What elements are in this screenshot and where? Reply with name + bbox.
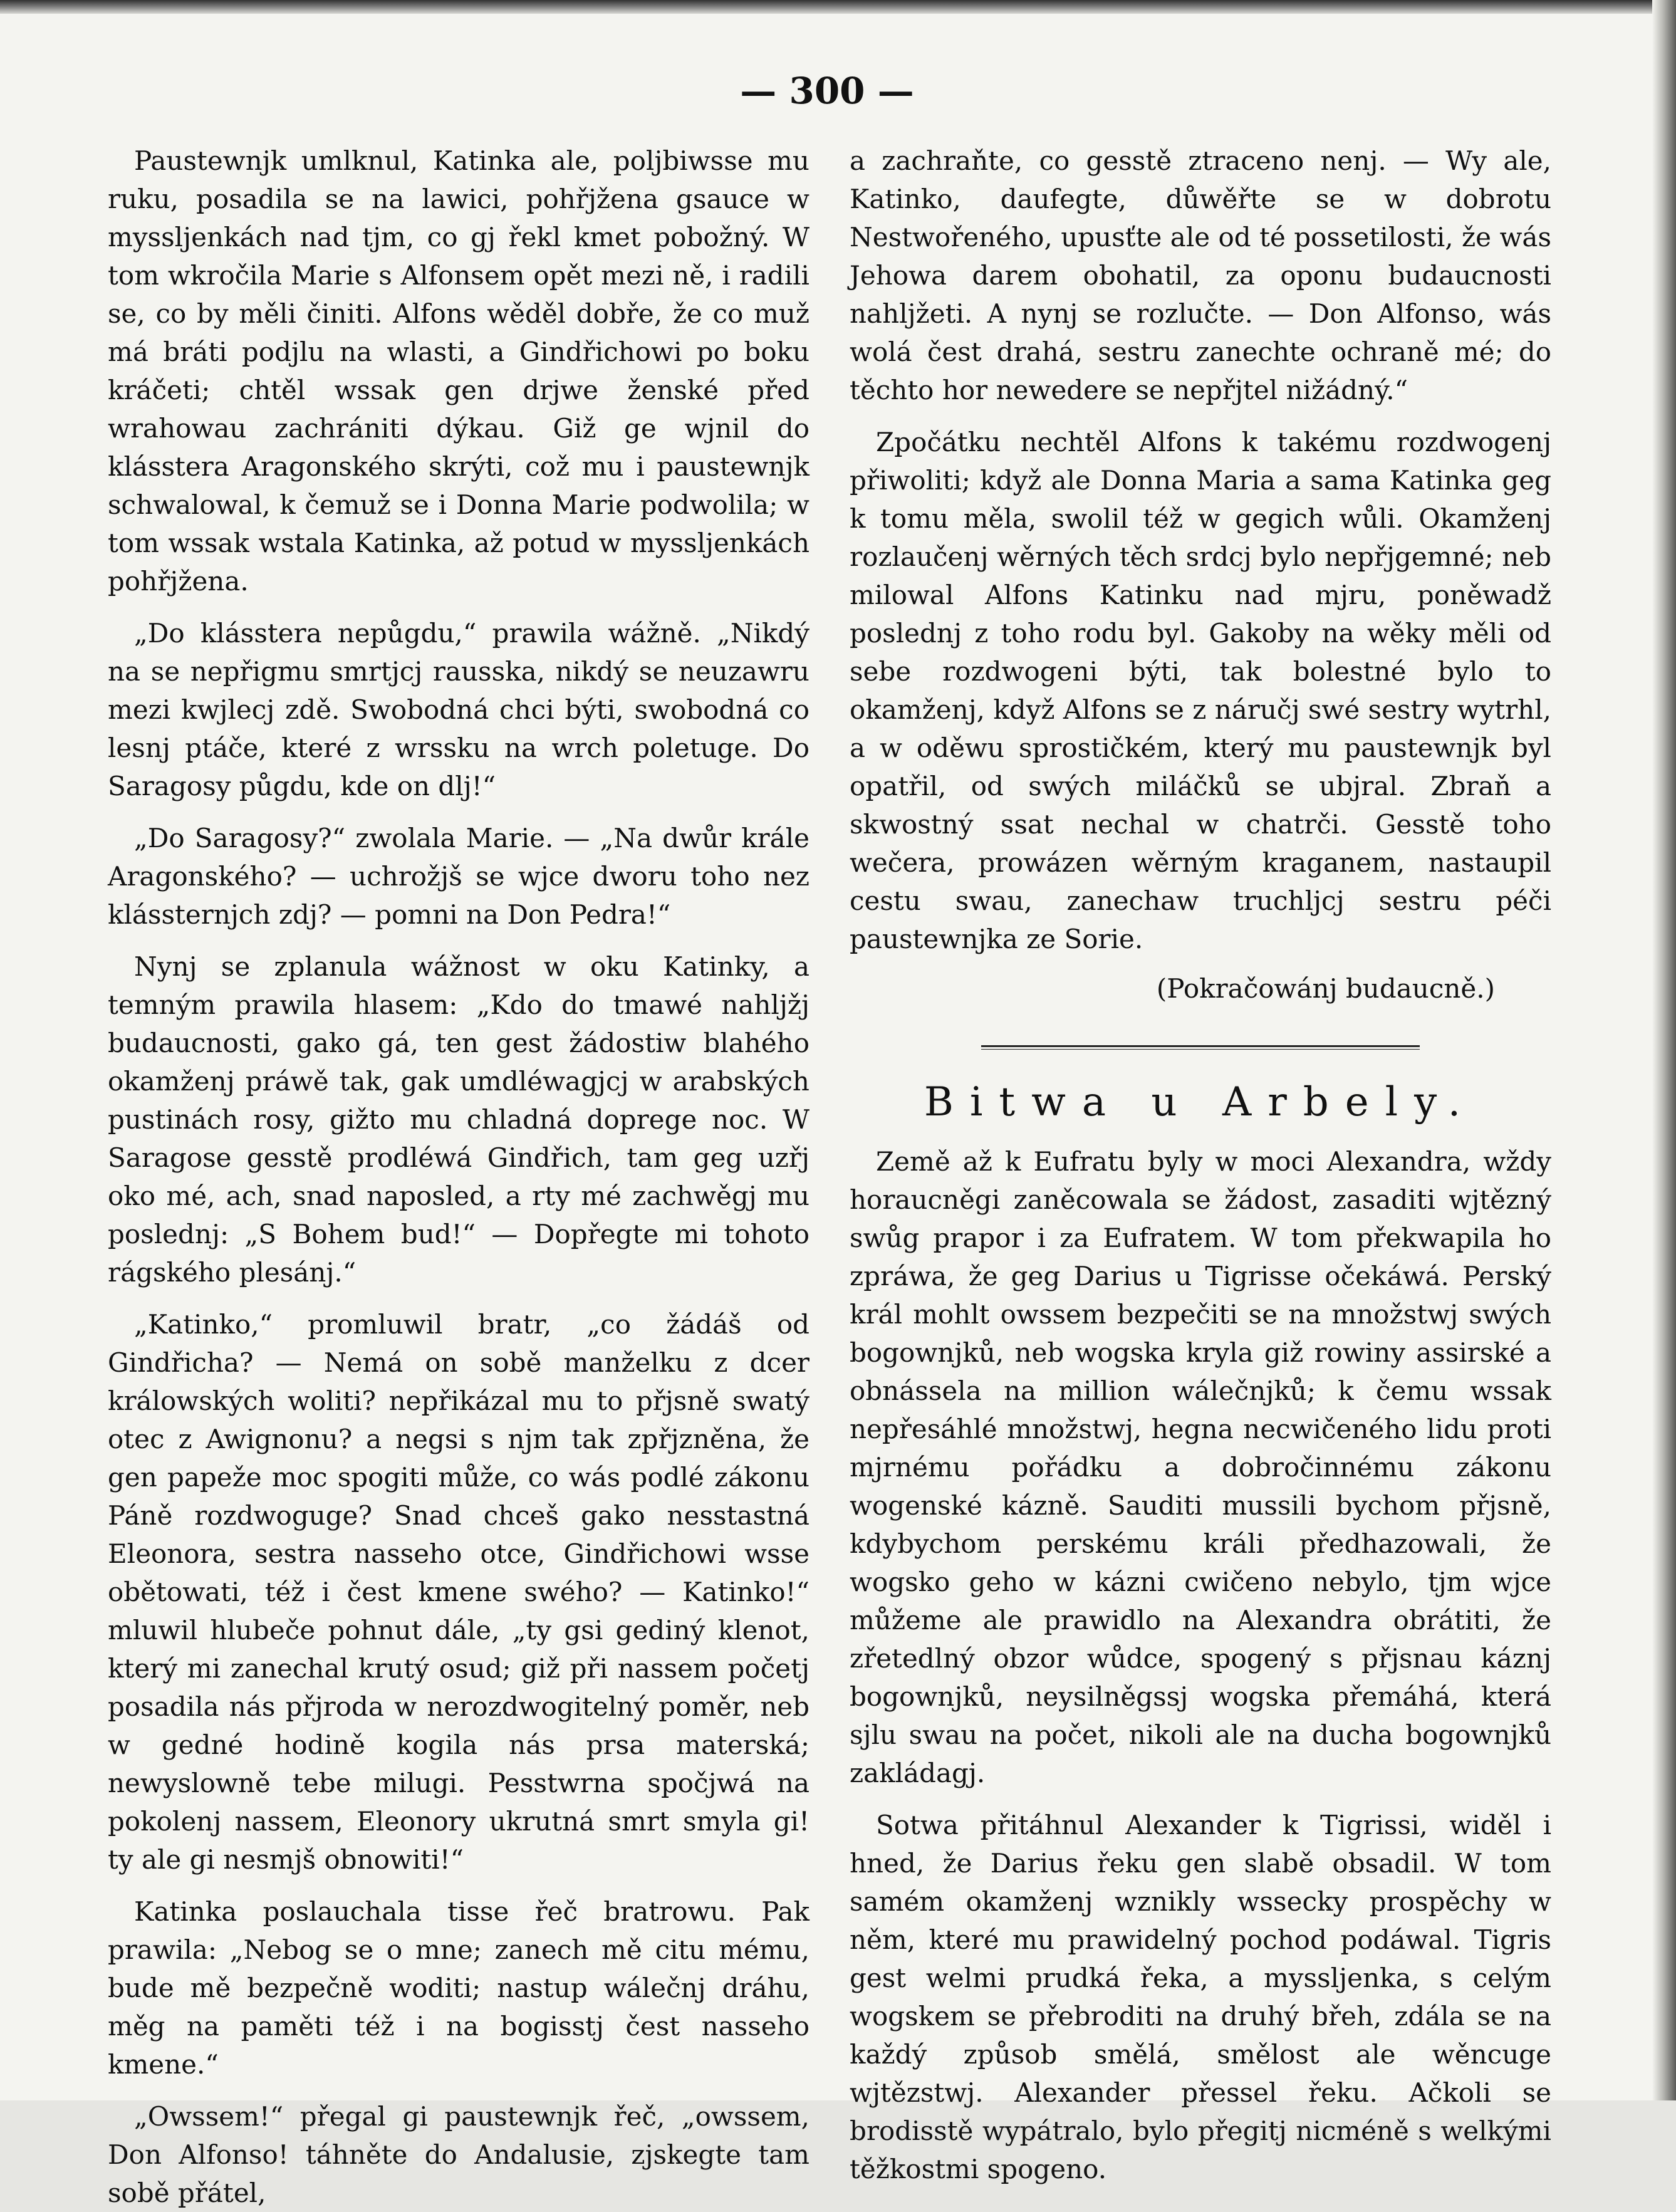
paragraph: a zachraňte, co gesstě ztraceno nenj. — Wy ale, Katinko, daufegte, důwěřte se w dobrotu Nestwořeného, upusťte ale od té possetilosti, že wás Jehowa darem obohatil, za oponu budaucnosti nahljžeti. A nynj se rozlučte. — Don Alfonso, wás wolá čest drahá, sestru zanechte ochraně mé; do těchto hor newedere se nepřjtel nižádný.“	[850, 145, 1551, 405]
scan-edge-right	[1652, 0, 1676, 2100]
paragraph: „Do klásstera nepůgdu,“ prawila wážně. „Nikdý na se nepřigmu smrtjcj rausska, nikdý se neuzawru mezi kwjlecj zdě. Swobodná chci býti, swobodná co lesnj ptáče, které z wrssku na wrch poletuge. Do Saragosy půgdu, kde on dlj!“	[108, 618, 809, 801]
section-divider	[981, 1045, 1420, 1050]
right-column	[850, 142, 1551, 2184]
paragraph: „Owssem!“ přegal gi paustewnjk řeč, „owssem, Don Alfonso! táhněte do Andalusie, zjskegte tam sobě přátel,	[108, 2101, 809, 2208]
scan-edge-top	[0, 0, 1676, 14]
paragraph: Země až k Eufratu byly w moci Alexandra, wždy horaucněgi zaněcowala se žádost, zasaditi wjtězný swůg prapor i za Eufratem. W tom překwapila ho zpráwa, že geg Darius u Tigrisse očekáwá. Perský král mohlt owssem bezpečiti se na množstwj swých bogownjků, neb wogska kryla giž rowiny assirské a obnássela na million wálečnjků; k čemu wssak nepřesáhlé množstwj, hegna necwičeného lidu proti mjrnému pořádku a dobročinnému zákonu wogenské kázně. Sauditi mussili bychom přjsně, kdybychom perskému králi předhazowali, že wogsko geho w kázni cwičeno nebylo, tjm wjce můžeme ale prawidlo na Alexandra obrátiti, že zřetedlný obzor wůdce, spogený s přjsnau káznj bogownjků, neysilněgssj wogska přemáhá, která sjlu swau na počet, nikoli ale na ducha bogownjků zakládagj.	[850, 1146, 1551, 1788]
continuation-note: (Pokračowánj budaucně.)	[1156, 973, 1495, 1004]
paragraph: Nynj se zplanula wážnost w oku Katinky, a temným prawila hlasem: „Kdo do tmawé nahljžj budaucnosti, gako gá, ten gest žádostiw blahého okamženj práwě tak, gak umdléwagjcj w arabských pustinách rosy, gižto mu chladná doprege noc. W Saragose gesstě prodléwá Gindřich, tam geg uzřj oko mé, ach, snad naposled, a rty mé zachwěgj mu poslednj: „S Bohem bud!“ — Dopřegte mi tohoto rágského plesánj.“	[108, 951, 809, 1288]
article-title: Bitwa u Arbely.	[924, 1079, 1477, 1125]
paragraph: Paustewnjk umlknul, Katinka ale, poljbiwsse mu ruku, posadila se na lawici, pohřjžena gsauce w myssljenkách nad tjm, co gj řekl kmet pobožný. W tom wkročila Marie s Alfonsem opět mezi ně, i radili se, co by měli činiti. Alfons wěděl dobře, že co muž má bráti podjlu na wlasti, a Gindřichowi po boku kráčeti; chtěl wssak gen drjwe ženské před wrahowau zachrániti dýkau. Giž ge wjnil do klásstera Aragonského skrýti, což mu i paustewnjk schwalowal, k čemuž se i Donna Marie podwolila; w tom wssak wstala Katinka, až potud w myssljenkách pohřjžena.	[108, 145, 809, 597]
paragraph: Sotwa přitáhnul Alexander k Tigrissi, widěl i hned, že Darius řeku gen slabě obsadil. W tom samém okamženj wznikly wssecky prospěchy w něm, které mu prawidelný pochod podáwal. Tigris gest welmi prudká řeka, a myssljenka, s celým wogskem se přebroditi na druhý břeh, zdála se na každý způsob smělá, smělost ale wěncuge wjtězstwj. Alexander přessel řeku. Ačkoli se brodisstě wypátralo, bylo přegitj nicméně s welkými těžkostmi spogeno.	[850, 1810, 1551, 2184]
left-column	[108, 142, 809, 2208]
paragraph: Katinka poslauchala tisse řeč bratrowu. Pak prawila: „Nebog se o mne; zanech mě citu mému, bude mě bezpečně woditi; nastup wálečnj dráhu, měg na paměti též i na bogisstj čest nasseho kmene.“	[108, 1896, 809, 2080]
paragraph: Zpočátku nechtěl Alfons k takému rozdwogenj přiwoliti; když ale Donna Maria a sama Katinka geg k tomu měla, swolil též w gegich wůli. Okamženj rozlaučenj wěrných těch srdcj bylo nepřjgemné; neb milowal Alfons Katinku nad mjru, poněwadž poslednj z toho rodu byl. Gakoby na wěky měli od sebe rozdwogeni býti, tak bolestné bylo to okamženj, když Alfons se z náručj swé sestry wytrhl, a w oděwu sprostičkém, který mu paustewnjk byl opatřil, od swých miláčků se ubjral. Zbraň a skwostný ssat nechal w chatrči. Gesstě toho wečera, prowázen wěrným kraganem, nastaupil cestu swau, zanechaw truchljcj sestru péči paustewnjka ze Sorie.	[850, 427, 1551, 954]
paragraph: „Katinko,“ promluwil bratr, „co žádáš od Gindřicha? — Nemá on sobě manželku z dcer králowských woliti? nepřikázal mu to přjsně swatý otec z Awignonu? a negsi s njm tak zpřjzněna, že gen papeže moc spogiti může, co wás podlé zákonu Páně rozdwoguge? Snad chceš gako nesstastná Eleonora, sestra nasseho otce, Gindřichowi wsse obětowati, též i čest kmene swého? — Katinko!“ mluwil hlubeče pohnut dále, „ty gsi gediný klenot, který mi zanechal krutý osud; giž při nassem početj posadila nás přjroda w nerozdwogitelný poměr, neb w gedné hodině kogila nás prsa materská; newyslowně tebe milugi. Pesstwrna spočjwá na pokolenj nassem, Eleonory ukrutná smrt smyla gi! ty ale gi nesmjš obnowiti!“	[108, 1309, 809, 1875]
page-number: — 300 —	[740, 70, 914, 112]
paragraph: „Do Saragosy?“ zwolala Marie. — „Na dwůr krále Aragonského? — uchrožjš se wjce dworu toho nez klássternjch zdj? — pomni na Don Pedra!“	[108, 823, 809, 930]
